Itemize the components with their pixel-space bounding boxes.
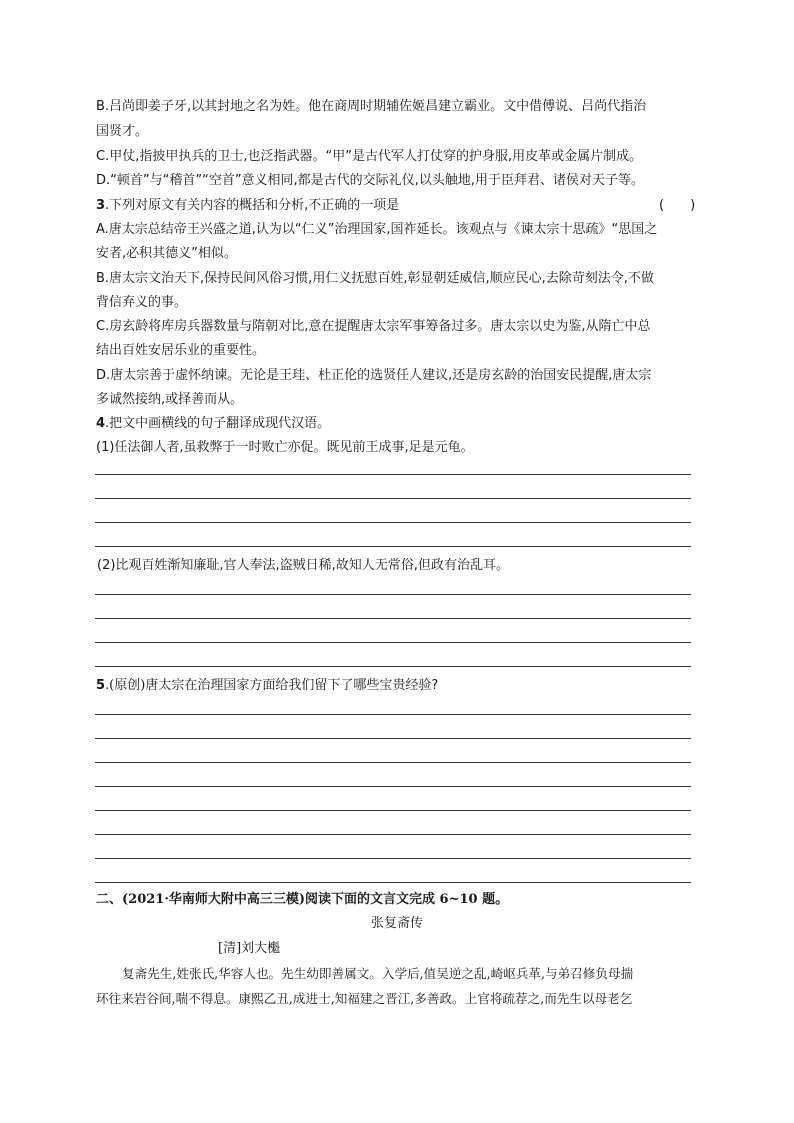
passage-title: 张复斋传 bbox=[370, 916, 423, 931]
answer-line[interactable] bbox=[95, 546, 691, 547]
question-5-number: 5 bbox=[96, 678, 106, 693]
question-3 bbox=[96, 197, 399, 215]
option-c-q3-line2: 结出百姓安居乐业的重要性。 bbox=[96, 343, 266, 358]
passage-paragraph-line2: 环往来岩谷间,喘不得息。康熙乙丑,成进士,知福建之晋江,多善政。上官将疏荐之,而先生以母老乞 bbox=[96, 991, 633, 1006]
question-4 bbox=[96, 415, 330, 433]
question-4-sentence-2: (2)比观百姓渐知廉耻,官人奉法,盗贼日稀,故知人无常俗,但政有治乱耳。 bbox=[97, 558, 509, 573]
option-b-q2-line1: B.吕尚即姜子牙,以其封地之名为姓。他在商周时期辅佐姬昌建立霸业。文中借傅说、吕尚代指治 bbox=[96, 99, 647, 114]
answer-line[interactable] bbox=[95, 498, 691, 499]
option-a-q3-line1: A.唐太宗总结帝王兴盛之道,认为以“仁义”治理国家,国祚延长。该观点与《谏太宗十思疏》“思国之 bbox=[96, 222, 658, 237]
answer-line[interactable] bbox=[95, 786, 691, 787]
question-4-number: 4 bbox=[96, 416, 106, 431]
question-4-text: .把文中画横线的句子翻译成现代汉语。 bbox=[105, 416, 331, 431]
answer-line[interactable] bbox=[95, 714, 691, 715]
answer-line[interactable] bbox=[95, 834, 691, 835]
option-b-q2-line2: 国贤才。 bbox=[96, 124, 149, 139]
option-d-q3-line1: D.唐太宗善于虚怀纳谏。无论是王珪、杜正伦的选贤任人建议,还是房玄龄的治国安民提醒,唐太宗 bbox=[96, 368, 652, 383]
question-3-number: 3 bbox=[96, 198, 106, 213]
answer-line[interactable] bbox=[95, 738, 691, 739]
section-2-heading: 二、(2021·华南师大附中高三三模)阅读下面的文言文完成 6~10 题。 bbox=[96, 892, 509, 907]
answer-line[interactable] bbox=[95, 618, 691, 619]
option-d-q2: D.“顿首”与“稽首”“空首”意义相同,都是古代的交际礼仪,以头触地,用于臣拜君、诸侯对天子等。 bbox=[96, 173, 644, 188]
answer-line[interactable] bbox=[95, 474, 691, 475]
answer-line[interactable] bbox=[95, 810, 691, 811]
answer-line[interactable] bbox=[95, 762, 691, 763]
option-b-q3-line2: 背信弃义的事。 bbox=[96, 295, 188, 310]
passage-paragraph-line1: 复斋先生,姓张氏,华容人也。先生幼即善属文。入学后,值吴逆之乱,崎岖兵革,与弟召修负母揣 bbox=[122, 966, 634, 981]
question-5 bbox=[96, 677, 438, 695]
answer-line[interactable] bbox=[95, 858, 691, 859]
question-3-text: .下列对原文有关内容的概括和分析,不正确的一项是 bbox=[105, 198, 400, 213]
answer-line[interactable] bbox=[95, 522, 691, 523]
option-d-q3-line2: 多诚然接纳,或择善而从。 bbox=[96, 392, 244, 407]
option-c-q3-line1: C.房玄龄将库房兵器数量与隋朝对比,意在提醒唐太宗军事筹备过多。唐太宗以史为鉴,从隋亡中总 bbox=[96, 319, 651, 334]
answer-line[interactable] bbox=[95, 882, 691, 883]
question-5-text: 唐太宗在治理国家方面给我们留下了哪些宝贵经验? bbox=[145, 678, 439, 693]
answer-line[interactable] bbox=[95, 594, 691, 595]
option-c-q2: C.甲仗,指披甲执兵的卫士,也泛指武器。“甲”是古代军人打仗穿的护身服,用皮革或金属片制成。 bbox=[96, 149, 643, 164]
answer-line[interactable] bbox=[95, 666, 691, 667]
passage-author: [清]刘大櫆 bbox=[218, 941, 281, 956]
question-3-answer-paren: ( ) bbox=[659, 198, 696, 213]
option-b-q3-line1: B.唐太宗文治天下,保持民间风俗习惯,用仁义抚慰百姓,彰显朝廷威信,顺应民心,去除苛刻法令,不做 bbox=[96, 271, 654, 286]
question-5-tag: .(原创) bbox=[105, 678, 146, 693]
option-a-q3-line2: 安者,必积其德义”相似。 bbox=[96, 246, 237, 261]
answer-line[interactable] bbox=[95, 642, 691, 643]
question-4-sentence-1: (1)任法御人者,虽救弊于一时败亡亦促。既见前王成事,足是元龟。 bbox=[96, 440, 474, 455]
